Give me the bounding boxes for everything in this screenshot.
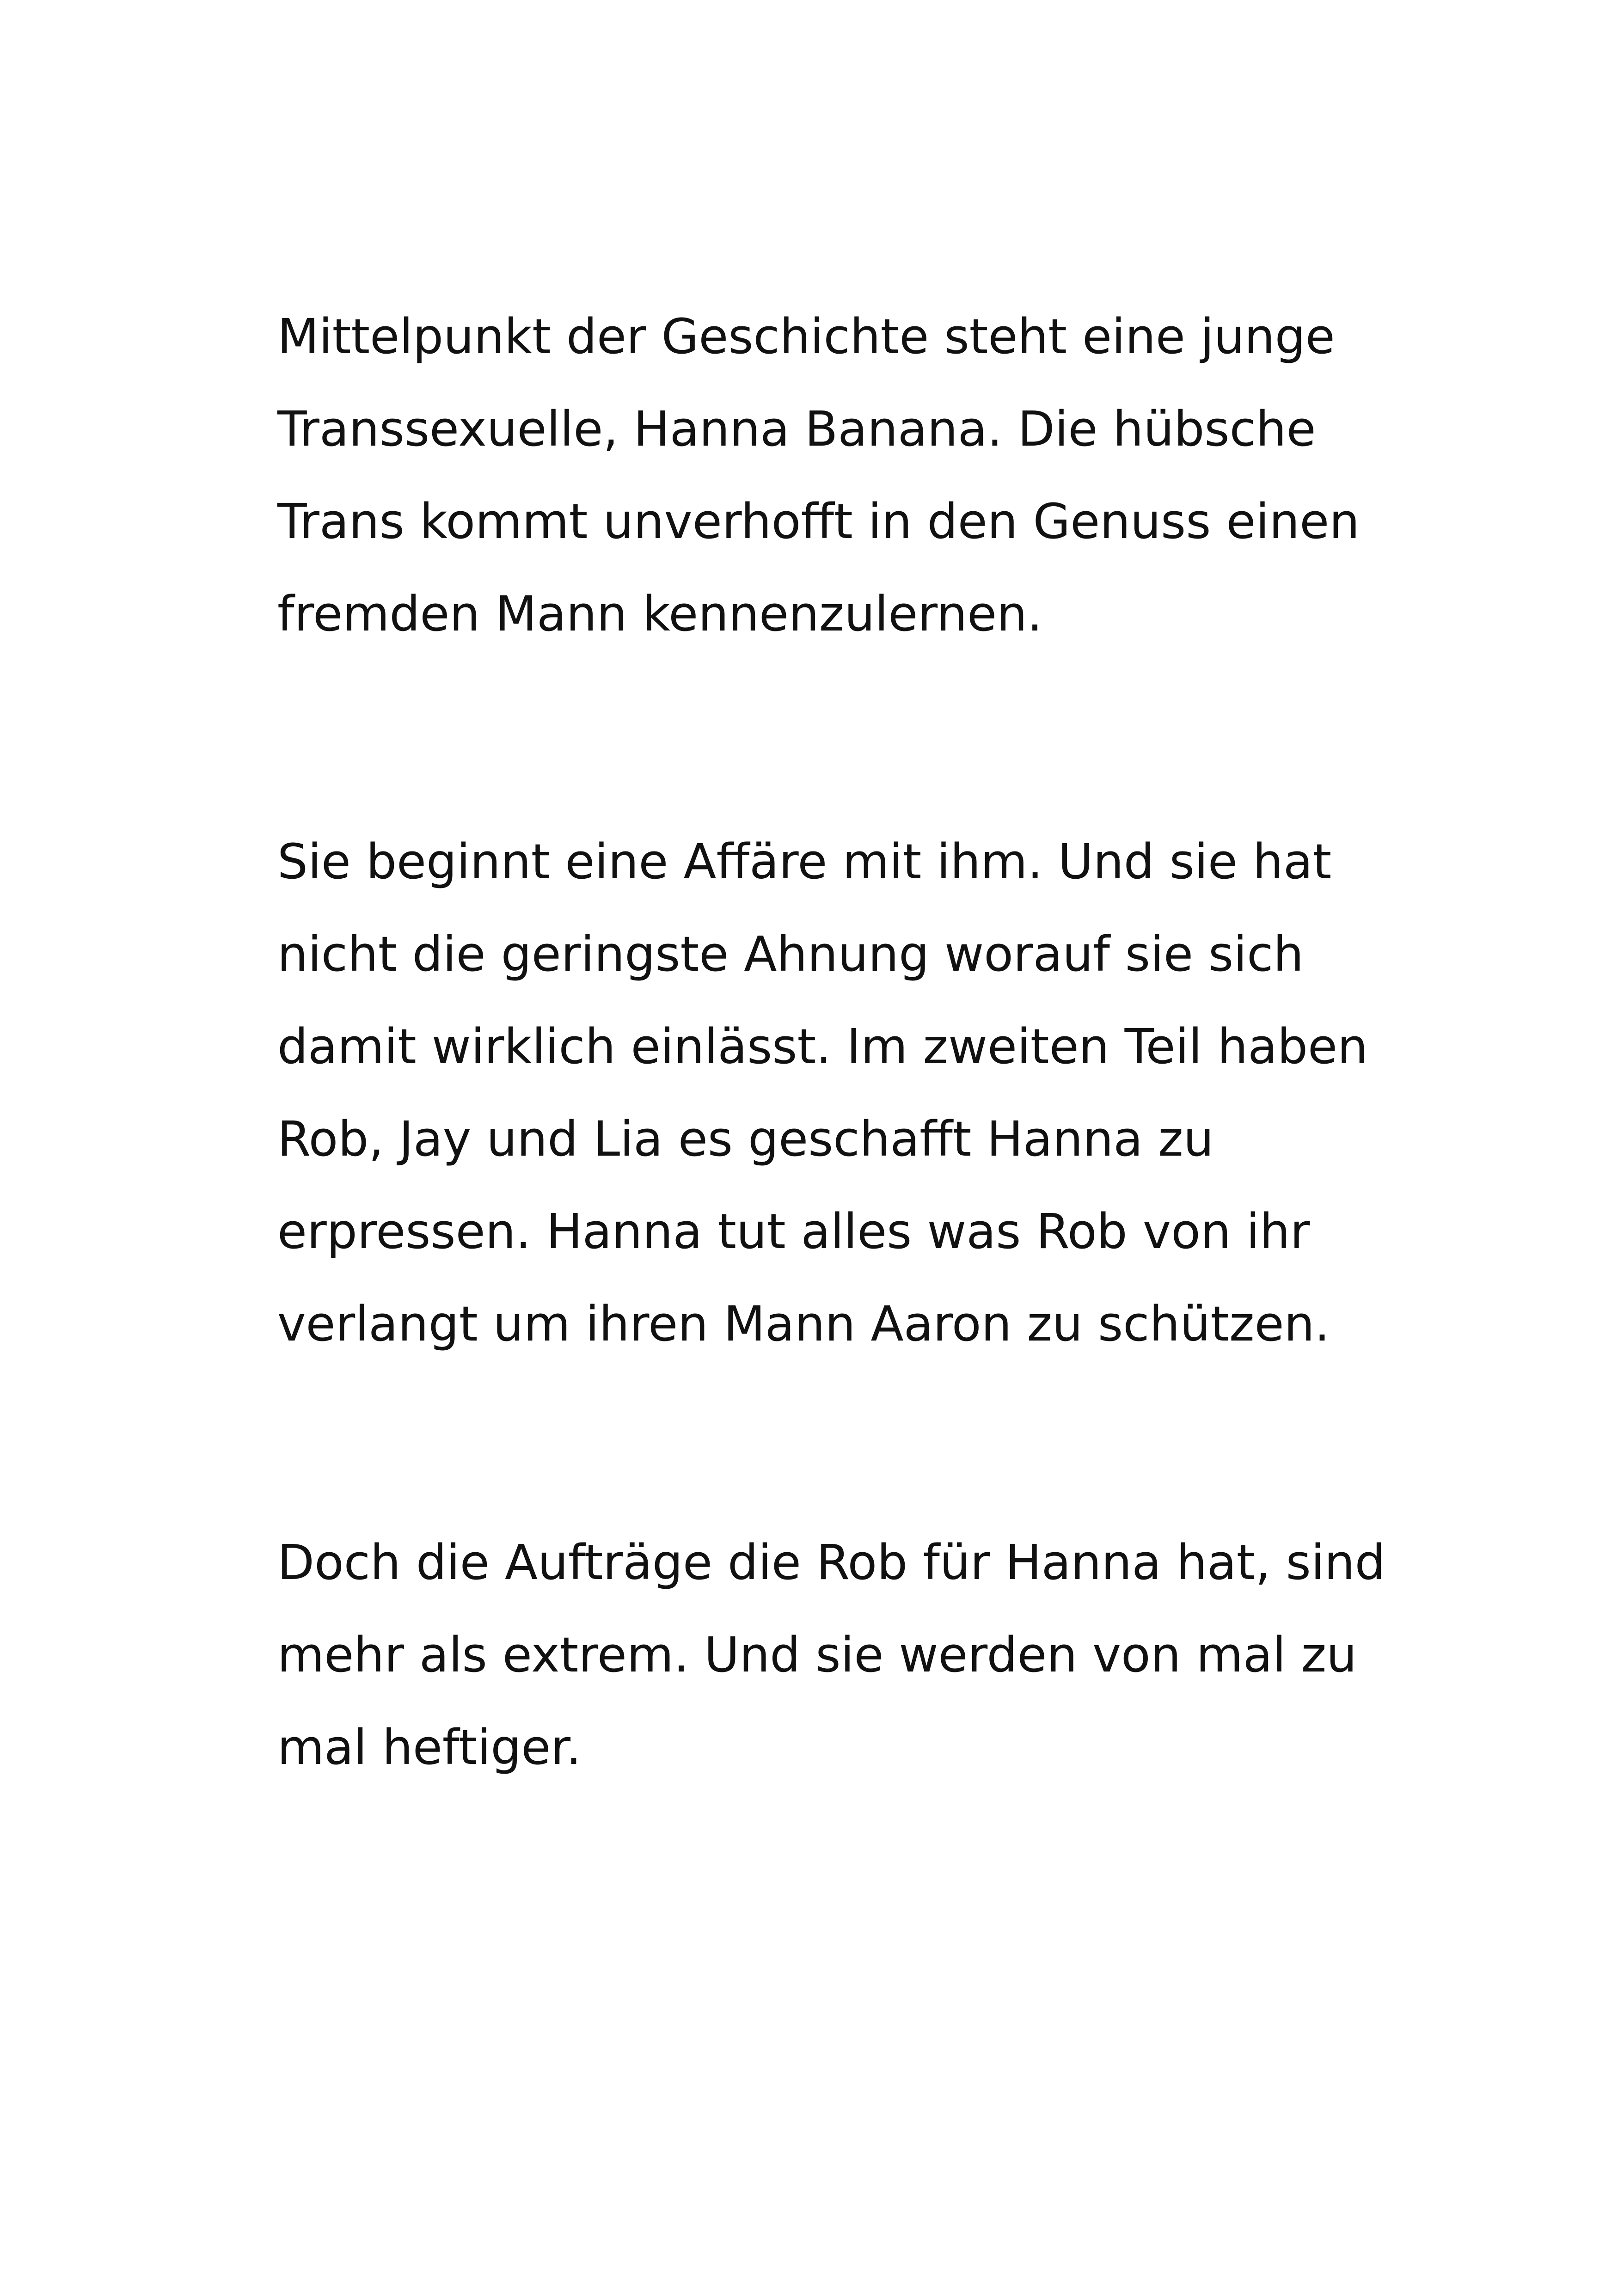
text-line: verlangt um ihren Mann Aaron zu schützen. (277, 1296, 1330, 1352)
text-line: mehr als extrem. Und sie werden von mal zu (277, 1627, 1357, 1683)
paragraph-tasks (277, 1516, 1385, 1794)
text-line: Rob, Jay und Lia es geschafft Hanna zu (277, 1111, 1214, 1167)
text-line: nicht die geringste Ahnung worauf sie sich (277, 926, 1304, 982)
text-line: fremden Mann kennenzulernen. (277, 586, 1043, 642)
text-line: Doch die Aufträge die Rob für Hanna hat, sind (277, 1534, 1385, 1591)
text-line: Mittelpunkt der Geschichte steht eine junge (277, 308, 1335, 365)
text-line: erpressen. Hanna tut alles was Rob von ihr (277, 1203, 1310, 1260)
text-line: damit wirklich einlässt. Im zweiten Teil haben (277, 1018, 1368, 1075)
paragraph-affair (277, 815, 1368, 1370)
text-line: Trans kommt unverhofft in den Genuss einen (277, 493, 1360, 550)
text-line: mal heftiger. (277, 1719, 582, 1776)
paragraph-intro (277, 290, 1360, 660)
text-line: Sie beginnt eine Affäre mit ihm. Und sie hat (277, 833, 1332, 890)
text-line: Transsexuelle, Hanna Banana. Die hübsche (277, 401, 1316, 457)
